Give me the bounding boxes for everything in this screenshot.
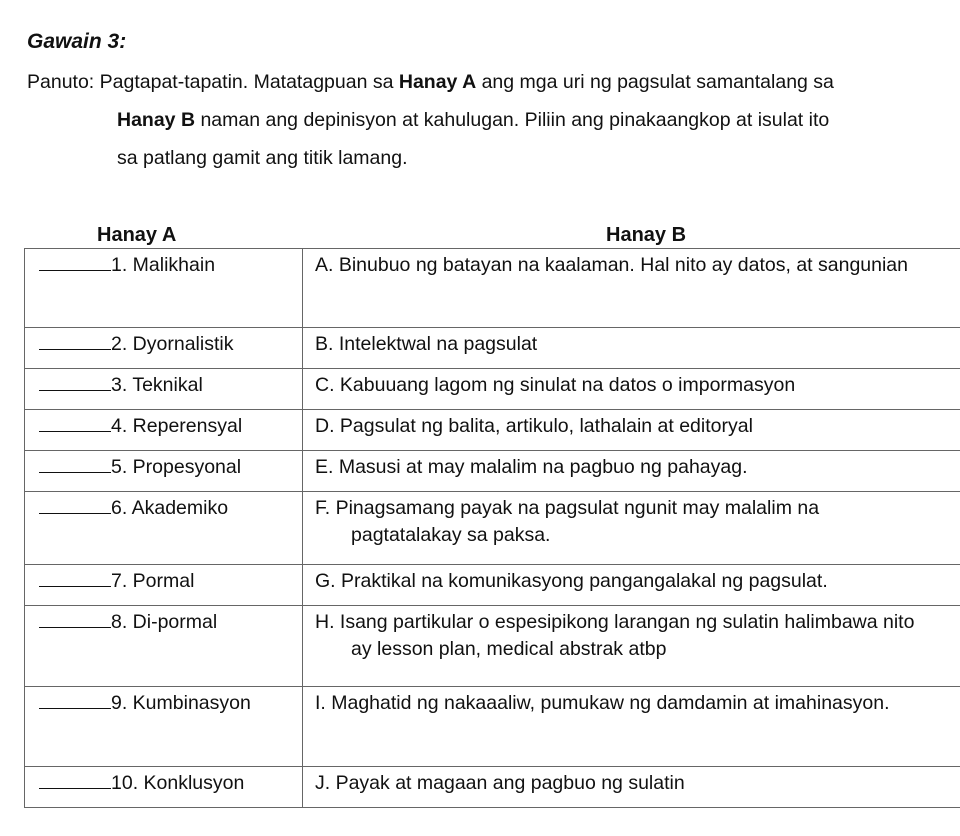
answer-blank[interactable] (39, 414, 111, 432)
table-row (25, 606, 960, 687)
column-header-hanay-a: Hanay A (97, 224, 177, 246)
instructions-prefix: Panuto: Pagtapat-tapatin. Matatagpuan sa (27, 71, 399, 93)
hanay-a-item: 7. Pormal (111, 570, 195, 592)
instructions-mid-b: naman ang depinisyon at kahulugan. Piliin ang pinakaangkop at isulat ito (195, 109, 830, 131)
hanay-a-item: 3. Teknikal (111, 374, 203, 396)
answer-blank[interactable] (39, 569, 111, 587)
answer-blank[interactable] (39, 691, 111, 709)
hanay-b-cell (303, 606, 960, 687)
hanay-b-item: H. Isang partikular o espesipikong larangan ng sulatin halimbawa nito ay lesson plan, medical abstrak atbp (315, 611, 915, 660)
hanay-a-item: 4. Reperensyal (111, 415, 243, 437)
hanay-b-cell (303, 369, 960, 410)
table-row (25, 492, 960, 565)
answer-blank[interactable] (39, 771, 111, 789)
hanay-b-item: A. Binubuo ng batayan na kaalaman. Hal nito ay datos, at sangunian (315, 254, 908, 276)
hanay-b-cell (303, 410, 960, 451)
hanay-a-item: 8. Di-pormal (111, 611, 218, 633)
hanay-a-cell (25, 249, 303, 328)
hanay-b-item: G. Praktikal na komunikasyong pangangalakal ng pagsulat. (315, 570, 828, 592)
hanay-a-cell (25, 767, 303, 808)
hanay-a-cell (25, 687, 303, 767)
answer-blank[interactable] (39, 332, 111, 350)
hanay-b-cell (303, 451, 960, 492)
hanay-a-item: 10. Konklusyon (111, 772, 245, 794)
answer-blank[interactable] (39, 496, 111, 514)
hanay-b-item: F. Pinagsamang payak na pagsulat ngunit may malalim na pagtatalakay sa paksa. (315, 497, 820, 546)
hanay-b-cell (303, 687, 960, 767)
table-row (25, 767, 960, 808)
table-row (25, 451, 960, 492)
instructions-line-1 (27, 70, 834, 94)
table-row (25, 369, 960, 410)
instructions-hanay-a: Hanay A (398, 71, 477, 93)
hanay-b-cell (303, 328, 960, 369)
table-row (25, 410, 960, 451)
table-row (25, 687, 960, 767)
hanay-a-cell (25, 328, 303, 369)
hanay-b-cell (303, 565, 960, 606)
hanay-a-cell (25, 410, 303, 451)
activity-title: Gawain 3: (27, 30, 127, 53)
hanay-b-item: B. Intelektwal na pagsulat (315, 333, 538, 355)
column-header-hanay-b: Hanay B (606, 224, 687, 246)
instructions-hanay-b: Hanay B (117, 109, 196, 131)
hanay-a-item: 5. Propesyonal (111, 456, 242, 478)
hanay-a-cell (25, 606, 303, 687)
matching-table (24, 248, 960, 808)
hanay-b-cell (303, 249, 960, 328)
answer-blank[interactable] (39, 610, 111, 628)
hanay-b-item: D. Pagsulat ng balita, artikulo, lathalain at editoryal (315, 415, 753, 437)
table-row (25, 565, 960, 606)
hanay-a-item: 2. Dyornalistik (111, 333, 234, 355)
instructions-line-3: sa patlang gamit ang titik lamang. (117, 147, 408, 169)
hanay-a-cell (25, 492, 303, 565)
hanay-a-item: 1. Malikhain (111, 254, 216, 276)
answer-blank[interactable] (39, 253, 111, 271)
hanay-a-item: 6. Akademiko (111, 497, 229, 519)
hanay-a-cell (25, 369, 303, 410)
answer-blank[interactable] (39, 373, 111, 391)
table-row (25, 328, 960, 369)
hanay-a-cell (25, 565, 303, 606)
answer-blank[interactable] (39, 455, 111, 473)
hanay-b-cell (303, 767, 960, 808)
hanay-b-item: I. Maghatid ng nakaaaliw, pumukaw ng damdamin at imahinasyon. (315, 692, 890, 714)
table-row (25, 249, 960, 328)
hanay-a-item: 9. Kumbinasyon (111, 692, 251, 714)
instructions-mid-a: ang mga uri ng pagsulat samantalang sa (476, 71, 834, 93)
hanay-b-item: J. Payak at magaan ang pagbuo ng sulatin (315, 772, 685, 794)
hanay-b-cell (303, 492, 960, 565)
hanay-a-cell (25, 451, 303, 492)
hanay-b-item: C. Kabuuang lagom ng sinulat na datos o impormasyon (315, 374, 796, 396)
instructions-line-2 (117, 108, 829, 132)
hanay-b-item: E. Masusi at may malalim na pagbuo ng pahayag. (315, 456, 748, 478)
